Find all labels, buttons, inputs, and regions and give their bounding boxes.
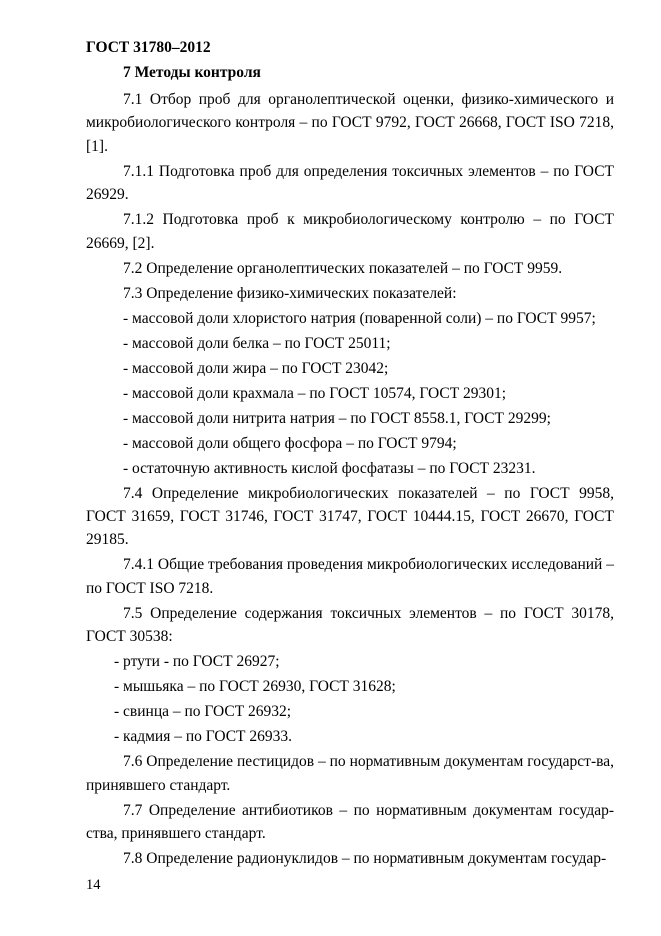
paragraph-7-1-2: 7.1.2 Подготовка проб к микробиологическому контролю – по ГОСТ 26669, [2].: [86, 211, 614, 252]
list-item: - массовой доли жира – по ГОСТ 23042;: [123, 359, 389, 377]
list-item: - мышьяка – по ГОСТ 26930, ГОСТ 31628;: [114, 678, 396, 696]
paragraph-7-6: 7.6 Определение пестицидов – по нормативным документам государст-ва, принявшего стандарт.: [86, 753, 614, 794]
paragraph-7-1: 7.1 Отбор проб для органолептической оценки, физико-химического и микробиологического контроля – по ГОСТ 9792, ГОСТ 26668, ГОСТ ISO 7218, [1].: [86, 91, 614, 155]
paragraph-7-8: 7.8 Определение радионуклидов – по нормативным документам государ-: [123, 850, 607, 868]
list-item: - кадмия – по ГОСТ 26933.: [114, 728, 293, 746]
document-header: ГОСТ 31780–2012: [86, 39, 211, 56]
list-item: - массовой доли хлористого натрия (поваренной соли) – по ГОСТ 9957;: [123, 309, 596, 327]
list-item: - массовой доли крахмала – по ГОСТ 10574, ГОСТ 29301;: [123, 384, 507, 402]
paragraph-7-2: 7.2 Определение органолептических показателей – по ГОСТ 9959.: [123, 259, 563, 277]
paragraph-7-7: 7.7 Определение антибиотиков – по нормативным документам государ-ства, принявшего стандарт.: [86, 801, 614, 843]
list-item: - ртути - по ГОСТ 26927;: [114, 653, 280, 671]
paragraph-7-4-1: 7.4.1 Общие требования проведения микробиологических исследований – по ГОСТ ISO 7218.: [86, 556, 614, 597]
document-body: [86, 88, 614, 872]
paragraph-7-5: 7.5 Определение содержания токсичных элементов – по ГОСТ 30178, ГОСТ 30538:: [86, 604, 614, 646]
page-number: 14: [86, 877, 101, 893]
section-title: 7 Методы контроля: [123, 64, 261, 81]
list-item: - остаточную активность кислой фосфатазы – по ГОСТ 23231.: [123, 459, 536, 477]
paragraph-7-3: 7.3 Определение физико-химических показателей:: [123, 284, 457, 302]
list-item: - массовой доли нитрита натрия – по ГОСТ 8558.1, ГОСТ 29299;: [123, 409, 551, 427]
paragraph-7-1-1: 7.1.1 Подготовка проб для определения токсичных элементов – по ГОСТ 26929.: [86, 162, 614, 204]
list-item: - массовой доли белка – по ГОСТ 25011;: [123, 334, 391, 352]
list-item: - свинца – по ГОСТ 26932;: [114, 703, 292, 721]
paragraph-7-4: 7.4 Определение микробиологических показателей – по ГОСТ 9958, ГОСТ 31659, ГОСТ 31746, ГОСТ 31747, ГОСТ 10444.15, ГОСТ 26670, ГОСТ 29185.: [86, 484, 614, 549]
list-item: - массовой доли общего фосфора – по ГОСТ 9794;: [123, 434, 457, 452]
